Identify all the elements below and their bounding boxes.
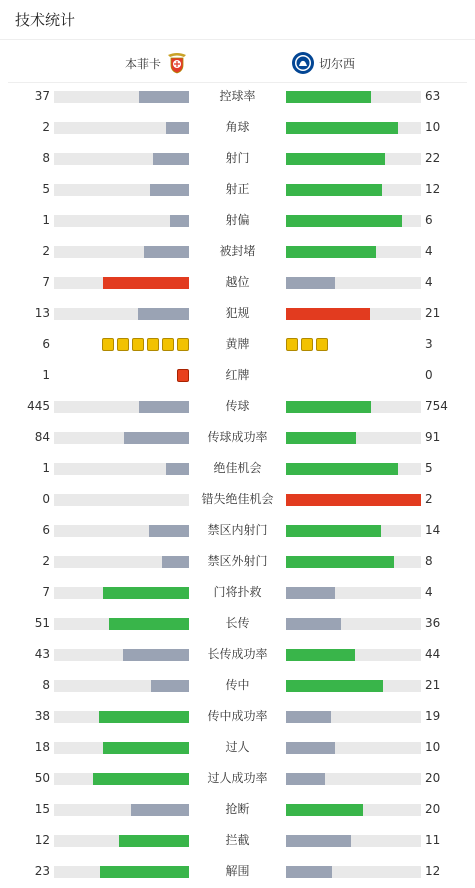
home-bar-track <box>54 432 189 444</box>
yellow-card-icon <box>147 338 159 351</box>
away-bar-track <box>286 587 421 599</box>
home-value: 1 <box>42 368 50 382</box>
stat-label: 传中 <box>225 678 250 692</box>
yellow-card-icon <box>301 338 313 351</box>
away-bar-track <box>286 277 421 289</box>
red-card-icon <box>177 369 189 382</box>
stat-label: 门将扑救 <box>213 585 262 599</box>
home-bar-fill <box>151 680 189 692</box>
home-value: 7 <box>42 275 50 289</box>
home-value: 15 <box>34 802 50 816</box>
away-bar-fill <box>286 277 335 289</box>
home-bar-track <box>54 835 189 847</box>
stat-label: 犯规 <box>225 306 250 320</box>
away-bar-track <box>286 215 421 227</box>
stat-row <box>0 701 475 732</box>
home-bar-fill <box>150 184 189 196</box>
stat-row <box>0 515 475 546</box>
home-bar-track <box>54 246 189 258</box>
away-value: 63 <box>425 89 441 103</box>
home-cards <box>102 338 189 351</box>
home-bar-track <box>54 525 189 537</box>
away-value: 12 <box>425 182 441 196</box>
stat-label: 过人 <box>225 740 250 754</box>
stat-label: 抢断 <box>225 802 250 816</box>
away-bar-track <box>286 91 421 103</box>
home-value: 37 <box>34 89 50 103</box>
home-bar-fill <box>100 866 189 878</box>
stat-label: 解围 <box>225 864 250 878</box>
stat-row <box>0 360 475 391</box>
away-bar-track <box>286 773 421 785</box>
stat-row <box>0 112 475 143</box>
away-value: 14 <box>425 523 441 537</box>
stat-row <box>0 143 475 174</box>
stat-label: 越位 <box>225 275 250 289</box>
away-value: 10 <box>425 740 441 754</box>
stat-row <box>0 298 475 329</box>
yellow-card-icon <box>286 338 298 351</box>
away-team-name: 切尔西 <box>319 56 356 71</box>
away-value: 22 <box>425 151 441 165</box>
home-bar-fill <box>170 215 189 227</box>
stat-label: 禁区外射门 <box>207 554 268 568</box>
away-bar-fill <box>286 153 385 165</box>
stat-row <box>0 236 475 267</box>
away-value: 91 <box>425 430 441 444</box>
away-bar-track <box>286 308 421 320</box>
home-value: 51 <box>34 616 50 630</box>
away-value: 10 <box>425 120 441 134</box>
stat-row <box>0 205 475 236</box>
page-header <box>0 0 475 40</box>
away-value: 6 <box>425 213 433 227</box>
home-bar-fill <box>99 711 189 723</box>
away-value: 4 <box>425 585 433 599</box>
stat-row <box>0 639 475 670</box>
away-value: 4 <box>425 275 433 289</box>
away-bar-track <box>286 122 421 134</box>
away-value: 2 <box>425 492 433 506</box>
home-bar-track <box>54 866 189 878</box>
home-value: 6 <box>42 337 50 351</box>
away-bar-fill <box>286 587 335 599</box>
home-value: 2 <box>42 244 50 258</box>
away-bar-track <box>286 742 421 754</box>
away-value: 3 <box>425 337 433 351</box>
home-bar-fill <box>93 773 189 785</box>
home-value: 84 <box>34 430 50 444</box>
home-bar-fill <box>109 618 189 630</box>
away-bar-track <box>286 711 421 723</box>
stat-label: 禁区内射门 <box>207 523 268 537</box>
away-bar-fill <box>286 835 351 847</box>
stat-row <box>0 546 475 577</box>
home-bar-track <box>54 742 189 754</box>
away-value: 36 <box>425 616 441 630</box>
stat-label: 射门 <box>225 151 250 165</box>
away-value: 20 <box>425 802 441 816</box>
home-bar-track <box>54 649 189 661</box>
away-bar-fill <box>286 804 363 816</box>
home-bar-fill <box>139 401 189 413</box>
away-bar-fill <box>286 742 335 754</box>
home-bar-track <box>54 587 189 599</box>
home-value: 38 <box>34 709 50 723</box>
home-value: 0 <box>42 492 50 506</box>
stat-row <box>0 763 475 794</box>
home-value: 7 <box>42 585 50 599</box>
away-bar-track <box>286 649 421 661</box>
away-value: 4 <box>425 244 433 258</box>
home-value: 18 <box>34 740 50 754</box>
stat-row <box>0 174 475 205</box>
home-bar-fill <box>166 122 189 134</box>
stat-row <box>0 453 475 484</box>
stat-row <box>0 670 475 701</box>
home-bar-fill <box>123 649 189 661</box>
home-value: 2 <box>42 120 50 134</box>
home-bar-fill <box>131 804 189 816</box>
home-value: 1 <box>42 461 50 475</box>
home-bar-track <box>54 91 189 103</box>
away-bar-fill <box>286 246 376 258</box>
away-bar-fill <box>286 680 383 692</box>
away-bar-fill <box>286 618 341 630</box>
away-value: 19 <box>425 709 441 723</box>
away-bar-fill <box>286 122 398 134</box>
home-team-name: 本菲卡 <box>124 56 161 71</box>
stat-label: 红牌 <box>225 368 250 382</box>
away-value: 5 <box>425 461 433 475</box>
home-bar-track <box>54 618 189 630</box>
away-bar-fill <box>286 432 356 444</box>
stat-label: 错失绝佳机会 <box>201 492 274 506</box>
stat-row <box>0 484 475 515</box>
stat-label: 传球 <box>225 399 250 413</box>
home-value: 445 <box>27 399 50 413</box>
away-bar-fill <box>286 711 331 723</box>
home-bar-fill <box>103 277 189 289</box>
away-value: 11 <box>425 833 441 847</box>
stat-label: 被封堵 <box>219 244 256 258</box>
away-bar-track <box>286 525 421 537</box>
away-bar-track <box>286 866 421 878</box>
stat-row <box>0 856 475 887</box>
yellow-card-icon <box>177 338 189 351</box>
home-bar-track <box>54 556 189 568</box>
stat-row <box>0 267 475 298</box>
home-value: 8 <box>42 151 50 165</box>
away-bar-track <box>286 680 421 692</box>
stat-row <box>0 608 475 639</box>
away-bar-fill <box>286 308 370 320</box>
home-bar-track <box>54 773 189 785</box>
away-bar-fill <box>286 463 398 475</box>
away-bar-track <box>286 494 421 506</box>
home-bar-track <box>54 277 189 289</box>
away-bar-fill <box>286 525 381 537</box>
away-bar-fill <box>286 401 371 413</box>
home-cards <box>177 369 189 382</box>
stat-row <box>0 391 475 422</box>
away-cards <box>286 338 328 351</box>
away-value: 21 <box>425 678 441 692</box>
away-bar-fill <box>286 91 371 103</box>
stat-label: 绝佳机会 <box>213 461 262 475</box>
away-bar-fill <box>286 494 421 506</box>
stat-label: 过人成功率 <box>207 771 268 785</box>
stats-list <box>0 81 475 887</box>
home-bar-track <box>54 308 189 320</box>
home-bar-track <box>54 463 189 475</box>
stat-row <box>0 825 475 856</box>
stat-row <box>0 794 475 825</box>
away-team[interactable] <box>291 44 359 82</box>
home-bar-track <box>54 711 189 723</box>
away-value: 12 <box>425 864 441 878</box>
yellow-card-icon <box>117 338 129 351</box>
away-value: 21 <box>425 306 441 320</box>
home-bar-track <box>54 494 189 506</box>
stat-label: 射正 <box>225 182 250 196</box>
away-bar-track <box>286 618 421 630</box>
home-bar-track <box>54 153 189 165</box>
home-bar-track <box>54 680 189 692</box>
away-bar-fill <box>286 773 325 785</box>
home-bar-track <box>54 215 189 227</box>
stat-label: 角球 <box>225 120 250 134</box>
away-bar-track <box>286 804 421 816</box>
away-bar-fill <box>286 649 355 661</box>
home-value: 12 <box>34 833 50 847</box>
home-bar-fill <box>149 525 190 537</box>
away-bar-track <box>286 246 421 258</box>
home-value: 50 <box>34 771 50 785</box>
away-value: 0 <box>425 368 433 382</box>
home-value: 43 <box>34 647 50 661</box>
stat-row <box>0 577 475 608</box>
stat-label: 拦截 <box>225 833 250 847</box>
stat-label: 长传成功率 <box>207 647 268 661</box>
home-bar-track <box>54 184 189 196</box>
home-team[interactable] <box>121 44 189 82</box>
home-bar-fill <box>162 556 189 568</box>
away-value: 754 <box>425 399 448 413</box>
home-bar-fill <box>124 432 189 444</box>
chelsea-crest-icon <box>291 51 315 75</box>
home-bar-fill <box>166 463 189 475</box>
home-value: 13 <box>34 306 50 320</box>
stat-row <box>0 81 475 112</box>
home-value: 5 <box>42 182 50 196</box>
stat-label: 长传 <box>225 616 250 630</box>
away-bar-track <box>286 556 421 568</box>
home-bar-fill <box>103 587 189 599</box>
away-bar-track <box>286 153 421 165</box>
away-bar-track <box>286 463 421 475</box>
home-value: 2 <box>42 554 50 568</box>
home-value: 1 <box>42 213 50 227</box>
stat-label: 黄牌 <box>225 337 250 351</box>
home-bar-fill <box>153 153 189 165</box>
stat-row <box>0 732 475 763</box>
benfica-crest-icon <box>165 51 189 75</box>
home-bar-fill <box>144 246 189 258</box>
page-title: 技术统计 <box>15 11 76 29</box>
away-bar-track <box>286 432 421 444</box>
yellow-card-icon <box>102 338 114 351</box>
stat-row <box>0 422 475 453</box>
yellow-card-icon <box>132 338 144 351</box>
away-bar-fill <box>286 184 382 196</box>
away-bar-track <box>286 401 421 413</box>
away-bar-track <box>286 184 421 196</box>
stat-row <box>0 329 475 360</box>
home-bar-fill <box>103 742 189 754</box>
away-value: 44 <box>425 647 441 661</box>
away-bar-fill <box>286 556 394 568</box>
away-bar-fill <box>286 866 332 878</box>
away-value: 8 <box>425 554 433 568</box>
away-bar-fill <box>286 215 402 227</box>
yellow-card-icon <box>316 338 328 351</box>
away-bar-track <box>286 835 421 847</box>
home-bar-track <box>54 804 189 816</box>
home-value: 8 <box>42 678 50 692</box>
home-bar-fill <box>139 91 189 103</box>
home-bar-track <box>54 122 189 134</box>
home-value: 6 <box>42 523 50 537</box>
stat-label: 射偏 <box>225 213 250 227</box>
stat-label: 控球率 <box>219 89 256 103</box>
home-value: 23 <box>34 864 50 878</box>
home-bar-track <box>54 401 189 413</box>
stat-label: 传球成功率 <box>207 430 268 444</box>
home-bar-fill <box>119 835 189 847</box>
away-value: 20 <box>425 771 441 785</box>
home-bar-fill <box>138 308 189 320</box>
yellow-card-icon <box>162 338 174 351</box>
stat-label: 传中成功率 <box>207 709 268 723</box>
teams-bar <box>8 44 467 83</box>
